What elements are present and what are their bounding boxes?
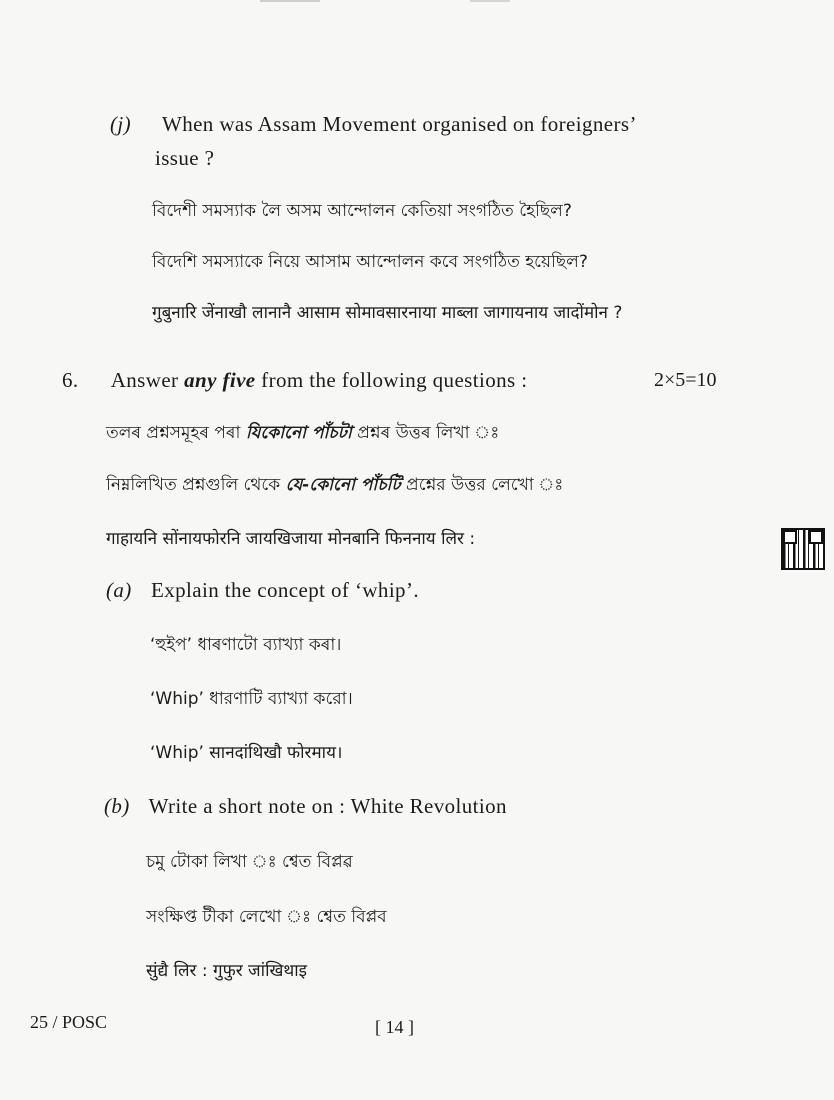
question-text-assamese: চমু টোকা লিখা ঃ শ্বেত বিপ্লৱ	[146, 852, 353, 872]
part-a	[106, 578, 419, 603]
scan-mark	[470, 0, 510, 2]
instruction-assamese	[106, 420, 499, 448]
instruction-text: প্রশ্নের উত্তর লেখো ঃ	[406, 475, 564, 495]
instruction-text: from the following questions :	[261, 368, 528, 392]
question-number: 6.	[62, 368, 79, 392]
question-text-bodo: गुबुनारि जेंनाखौ लानानै आसाम सोमावसारनाया माब्ला जागायनाय जादोंमोन ?	[152, 303, 623, 323]
question-text-bengali: ‘Whip’ ধারণাটি ব্যাখ্যা করো।	[150, 689, 353, 709]
qr-code-icon	[783, 530, 823, 568]
question-text-bodo: सुंद्यै लिर : गुफुर जांखिथाइ	[146, 961, 307, 981]
question-text-bengali: বিদেশি সমস্যাকে নিয়ে আসাম আন্দোলন কবে সংগঠিত হয়েছিল?	[152, 252, 588, 272]
question-6-instruction	[62, 368, 527, 393]
instruction-bengali	[106, 472, 563, 500]
question-text-bengali: সংক্ষিপ্ত টীকা লেখো ঃ শ্বেত বিপ্লব	[146, 907, 387, 927]
question-text-en-cont: issue ?	[155, 146, 215, 170]
question-text-en: Explain the concept of ‘whip’.	[151, 578, 419, 602]
instruction-text: প্ৰশ্নৰ উত্তৰ লিখা ঃ	[357, 423, 500, 443]
question-text-bodo: ‘Whip’ सानदांथिखौ फोरमाय।	[150, 743, 343, 763]
instruction-emphasis: যিকোনো পাঁচটা	[245, 423, 352, 443]
scan-mark	[260, 0, 320, 2]
question-text-en: Write a short note on : White Revolution	[148, 794, 507, 818]
question-label: (b)	[104, 794, 130, 818]
instruction-text: Answer	[110, 368, 179, 392]
question-text-assamese: ‘হুইপ’ ধাৰণাটো ব্যাখ্যা কৰা।	[150, 635, 342, 655]
question-j	[110, 112, 637, 137]
question-text-en: When was Assam Movement organised on foreigners’	[161, 112, 637, 136]
question-label: (j)	[110, 112, 132, 136]
instruction-emphasis: any five	[184, 368, 256, 392]
question-label: (a)	[106, 578, 132, 602]
instruction-text: তলৰ প্ৰশ্নসমূহৰ পৰা	[106, 423, 241, 443]
instruction-emphasis: যে-কোনো পাঁচটি	[285, 475, 401, 495]
instruction-bodo: गाहायनि सोंनायफोरनि जायखिजाया मोनबानि फिननाय लिर :	[106, 529, 476, 549]
paper-code: 25 / POSC	[30, 1012, 108, 1032]
question-text-assamese: বিদেশী সমস্যাক লৈ অসম আন্দোলন কেতিয়া সংগঠিত হৈছিল?	[152, 201, 572, 221]
marks-allocation: 2×5=10	[654, 369, 717, 391]
page-number: [ 14 ]	[375, 1017, 414, 1037]
part-b	[104, 794, 507, 819]
instruction-text: নিম্নলিখিত প্রশ্নগুলি থেকে	[106, 475, 281, 495]
